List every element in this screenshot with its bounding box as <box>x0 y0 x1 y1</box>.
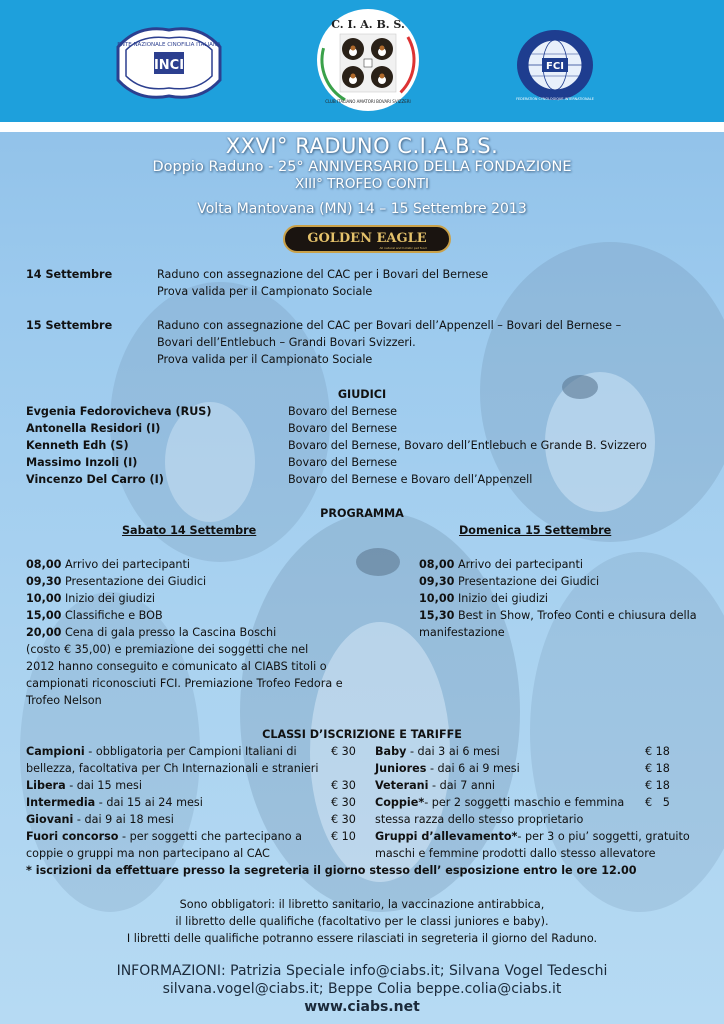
event-subtitle: Doppio Raduno - 25° ANNIVERSARIO DELLA FONDAZIONE <box>152 159 572 175</box>
ciabs-bottom-text: CLUB ITALIANO AMATORI BOVARI SVIZZERI <box>325 99 411 104</box>
program-text: Presentazione dei Giudici <box>61 575 207 588</box>
class-desc: - dai 7 anni <box>428 779 496 792</box>
program-note: 2012 hanno conseguito e comunicato al CIABS titoli o <box>26 660 327 673</box>
class-desc: - per 3 o piu’ soggetti, gratuito <box>517 830 690 843</box>
golden-eagle-sponsor-logo <box>283 225 451 253</box>
sponsor-subtitle: All natural and holistic pet food <box>379 246 427 250</box>
schedule-date-2: 15 Settembre <box>26 319 113 332</box>
classes-footnote: * iscrizioni da effettuare presso la segreteria il giorno stesso dell’ esposizione entro le ore 12.00 <box>26 864 637 877</box>
program-text: Cena di gala presso la Cascina Boschi <box>61 626 277 639</box>
header-divider <box>0 122 724 132</box>
judge-breed: Bovaro del Bernese <box>288 405 398 418</box>
program-item <box>419 607 697 624</box>
class-row <box>26 743 297 760</box>
class-price: € 18 <box>645 762 670 775</box>
enci-logo-text: INCI <box>153 58 185 73</box>
program-note: campionati riconosciuti FCI. Premiazione Trofeo Fedora e <box>26 677 343 690</box>
class-desc: stessa razza dello stesso proprietario <box>375 813 584 826</box>
program-text: Arrivo dei partecipanti <box>61 558 191 571</box>
schedule-line: Raduno con assegnazione del CAC per Bovari dell’Appenzell – Bovari del Bernese – <box>157 319 622 332</box>
sponsor-name: GOLDEN EAGLE <box>307 231 427 246</box>
program-item <box>26 607 163 624</box>
program-text: Inizio dei giudizi <box>61 592 155 605</box>
class-name: Fuori concorso <box>26 830 119 843</box>
judge-name: Antonella Residori (I) <box>26 422 161 435</box>
class-desc: - dai 15 mesi <box>65 779 142 792</box>
class-row <box>375 760 520 777</box>
class-price: € 30 <box>331 745 356 758</box>
program-time: 15,30 <box>419 609 455 622</box>
class-price: € 18 <box>645 745 670 758</box>
ciabs-logo <box>316 8 420 112</box>
requirements-note: I libretti delle qualifiche potranno essere rilasciati in segreteria il giorno del Raduno. <box>126 932 598 945</box>
ciabs-ring-text: C. I. A. B. S. <box>331 18 405 31</box>
class-row <box>26 828 302 845</box>
class-price: € 10 <box>331 830 356 843</box>
program-text: Inizio dei giudizi <box>454 592 548 605</box>
event-title: XXVI° RADUNO C.I.A.B.S. <box>225 134 499 158</box>
class-name: Campioni <box>26 745 85 758</box>
event-location-date: Volta Mantovana (MN) 14 – 15 Settembre 2013 <box>197 201 527 217</box>
enci-logo <box>108 22 230 104</box>
trophy-title: XIII° TROFEO CONTI <box>294 176 430 192</box>
judge-name: Vincenzo Del Carro (I) <box>26 473 164 486</box>
schedule-line: Prova valida per il Campionato Sociale <box>157 353 373 366</box>
class-name: Juniores <box>375 762 427 775</box>
program-note: Trofeo Nelson <box>26 694 102 707</box>
class-name: Coppie* <box>375 796 425 809</box>
program-item <box>26 573 206 590</box>
class-row <box>26 777 142 794</box>
program-heading: PROGRAMMA <box>320 507 404 520</box>
class-desc: - dai 3 ai 6 mesi <box>406 745 500 758</box>
class-desc: coppie o gruppi ma non partecipano al CAC <box>26 847 270 860</box>
program-time: 09,30 <box>26 575 62 588</box>
program-item <box>419 590 548 607</box>
info-line-2: silvana.vogel@ciabs.it; Beppe Colia beppe.colia@ciabs.it <box>162 981 562 997</box>
program-text: Arrivo dei partecipanti <box>454 558 584 571</box>
program-note: (costo € 35,00) e premiazione dei soggetti che nel <box>26 643 309 656</box>
class-desc: - per soggetti che partecipano a <box>118 830 303 843</box>
judge-breed: Bovaro del Bernese <box>288 456 398 469</box>
program-item <box>26 624 276 641</box>
fci-ring-text: FEDERATION CYNOLOGIQUE INTERNATIONALE <box>516 97 594 101</box>
class-price: € 30 <box>331 796 356 809</box>
program-sunday-title: Domenica 15 Settembre <box>459 524 612 537</box>
judge-name: Evgenia Fedorovicheva (RUS) <box>26 405 212 418</box>
class-name: Veterani <box>375 779 429 792</box>
schedule-line: Prova valida per il Campionato Sociale <box>157 285 373 298</box>
program-text: Best in Show, Trofeo Conti e chiusura della <box>454 609 697 622</box>
class-desc: bellezza, facoltativa per Ch Internazionali e stranieri <box>26 762 319 775</box>
class-desc: maschi e femmine prodotti dallo stesso allevatore <box>375 847 656 860</box>
class-desc: - obbligatoria per Campioni Italiani di <box>84 745 297 758</box>
program-item <box>26 556 190 573</box>
program-saturday-title: Sabato 14 Settembre <box>122 524 257 537</box>
class-row <box>375 794 624 811</box>
schedule-line: Bovari dell’Entlebuch – Grandi Bovari Svizzeri. <box>157 336 416 349</box>
class-desc: - dai 9 ai 18 mesi <box>73 813 174 826</box>
judge-breed: Bovaro del Bernese <box>288 422 398 435</box>
program-time: 10,00 <box>419 592 455 605</box>
website-link[interactable]: www.ciabs.net <box>304 999 420 1015</box>
class-row <box>375 828 690 845</box>
class-price: € 18 <box>645 779 670 792</box>
program-time: 09,30 <box>419 575 455 588</box>
classes-heading: CLASSI D’ISCRIZIONE E TARIFFE <box>262 728 462 741</box>
class-name: Intermedia <box>26 796 96 809</box>
judge-breed: Bovaro del Bernese, Bovaro dell’Entlebuch e Grande B. Svizzero <box>288 439 647 452</box>
class-name: Giovani <box>26 813 74 826</box>
class-price: € 30 <box>331 779 356 792</box>
class-price: € 30 <box>331 813 356 826</box>
fci-logo-text: FCI <box>546 61 564 72</box>
class-row <box>26 794 203 811</box>
program-time: 10,00 <box>26 592 62 605</box>
fci-logo <box>515 28 595 102</box>
requirements-note: Sono obbligatori: il libretto sanitario, la vaccinazione antirabbica, <box>179 898 545 911</box>
info-line-1: INFORMAZIONI: Patrizia Speciale info@ciabs.it; Silvana Vogel Tedeschi <box>116 963 608 979</box>
program-item <box>419 556 583 573</box>
class-row <box>375 743 500 760</box>
program-item <box>26 590 155 607</box>
program-note: manifestazione <box>419 626 505 639</box>
class-name: Baby <box>375 745 407 758</box>
class-row <box>26 811 174 828</box>
class-name: Gruppi d’allevamento* <box>375 830 518 843</box>
schedule-line: Raduno con assegnazione del CAC per i Bovari del Bernese <box>157 268 489 281</box>
class-row <box>375 777 495 794</box>
program-time: 08,00 <box>26 558 62 571</box>
judge-breed: Bovaro del Bernese e Bovaro dell’Appenzell <box>288 473 533 486</box>
schedule-date-1: 14 Settembre <box>26 268 113 281</box>
program-item <box>419 573 599 590</box>
judge-name: Massimo Inzoli (I) <box>26 456 138 469</box>
class-name: Libera <box>26 779 66 792</box>
class-price: € 5 <box>645 796 670 809</box>
judges-heading: GIUDICI <box>337 388 387 401</box>
program-text: Presentazione dei Giudici <box>454 575 600 588</box>
class-desc: - dai 15 ai 24 mesi <box>95 796 203 809</box>
class-desc: - dai 6 ai 9 mesi <box>426 762 520 775</box>
judge-name: Kenneth Edh (S) <box>26 439 129 452</box>
program-time: 08,00 <box>419 558 455 571</box>
program-time: 15,00 <box>26 609 62 622</box>
program-text: Classifiche e BOB <box>61 609 163 622</box>
program-time: 20,00 <box>26 626 62 639</box>
requirements-note: il libretto delle qualifiche (facoltativo per le classi juniores e baby). <box>175 915 549 928</box>
class-desc: - per 2 soggetti maschio e femmina <box>424 796 625 809</box>
enci-ring-text: ENTE NAZIONALE CINOFILIA ITALIANA <box>117 42 221 48</box>
title-block <box>0 134 724 218</box>
